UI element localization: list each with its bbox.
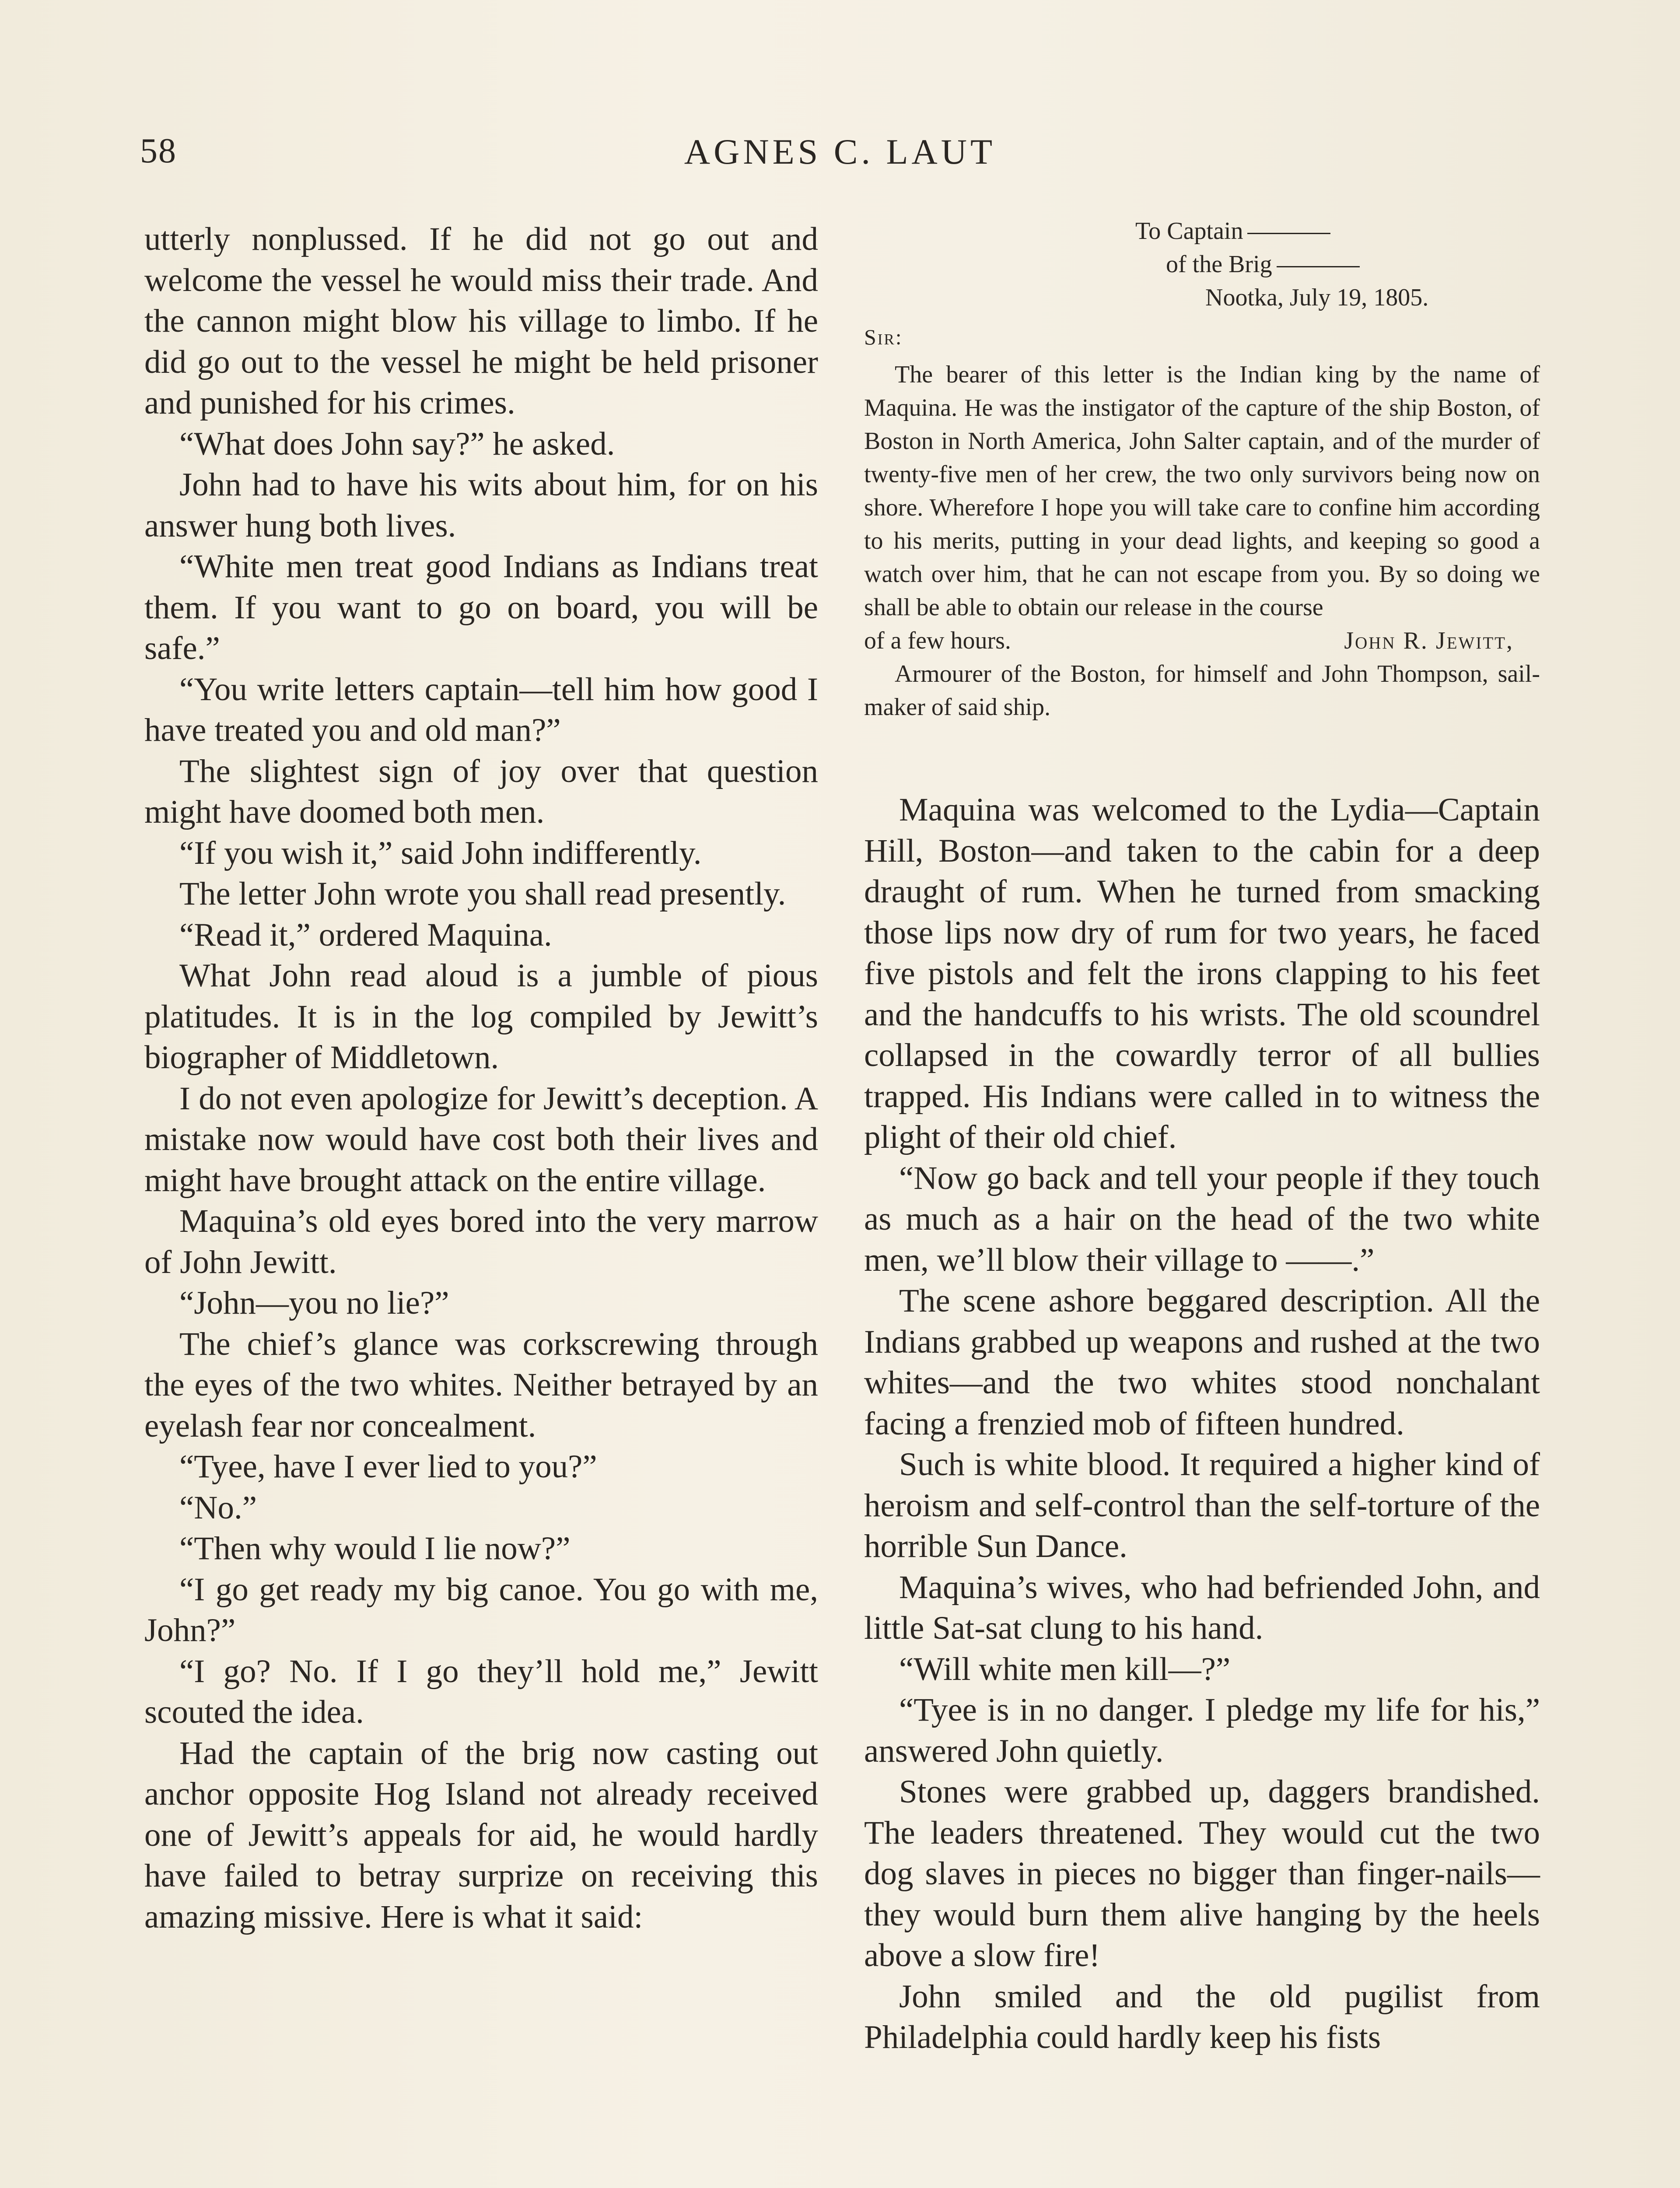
- letter-address-captain-text: To Captain: [1135, 217, 1243, 245]
- letter-body: The bearer of this letter is the Indian king by the name of Maquina. He was the instigator of the capture of the ship Boston, of Boston in North America, John Salter captain, and of the murder of twenty-five men of her crew, the two only survivors being now on shore. Wherefore I hope you will take care to confine him according to his merits, putting in your dead lights, and keeping so good a watch over him, that he can not escape from you. By so doing we shall be able to obtain our release in the course: [864, 361, 1540, 621]
- right-column: [864, 214, 1540, 2058]
- paragraph: utterly nonplussed. If he did not go out and welcome the vessel he would miss their trade. And the cannon might blow his village to limbo. If he did go out to the vessel he might be held prisoner and punished for his crimes.: [144, 221, 818, 421]
- letter-address-captain: [864, 214, 1540, 248]
- paragraph: “Will white men kill—?”: [899, 1651, 1231, 1687]
- quoted-letter: [864, 214, 1540, 724]
- paragraph: Such is white blood. It required a higher kind of heroism and self-control than the self-torture of the horrible Sun Dance.: [864, 1446, 1540, 1564]
- paragraph: Maquina’s wives, who had befriended John, and little Sat-sat clung to his hand.: [864, 1569, 1540, 1646]
- running-head: AGNES C. LAUT: [684, 132, 996, 172]
- paragraph: “Tyee is in no danger. I pledge my life for his,” answered John quietly.: [864, 1692, 1540, 1769]
- paragraph: “I go? No. If I go they’ll hold me,” Jewitt scouted the idea.: [144, 1653, 818, 1730]
- paragraph: “If you wish it,” said John indifferently.: [179, 835, 702, 871]
- paragraph: “Read it,” ordered Maquina.: [179, 916, 552, 953]
- paragraph: Stones were grabbed up, daggers brandished. The leaders threatened. They would cut the two dog slaves in pieces no bigger than finger-nails—they would burn them alive hanging by the heels above a slow fire!: [864, 1774, 1540, 1974]
- paragraph: “Then why would I lie now?”: [179, 1530, 570, 1567]
- letter-signature-note: Armourer of the Boston, for himself and John Thompson, sail-maker of said ship.: [864, 660, 1540, 721]
- blank-rule: [1247, 233, 1330, 234]
- paragraph: Had the captain of the brig now casting out anchor opposite Hog Island not already received one of Jewitt’s appeals for aid, he would hardly have failed to betray surprize on receiving this amazing missive. Here is what it said:: [144, 1735, 818, 1935]
- letter-signature: John R. Jewitt,: [1344, 627, 1514, 654]
- paragraph: The letter John wrote you shall read presently.: [179, 876, 786, 912]
- paragraph: Maquina’s old eyes bored into the very marrow of John Jewitt.: [144, 1203, 818, 1280]
- paragraph: I do not even apologize for Jewitt’s deception. A mistake now would have cost both their lives and might have brought attack on the entire village.: [144, 1080, 818, 1199]
- paragraph: “Now go back and tell your people if they touch as much as a hair on the head of the two white men, we’ll blow their village to ——.”: [864, 1160, 1540, 1278]
- blank-rule: [1277, 266, 1360, 267]
- left-column: [144, 219, 818, 1937]
- paragraph: “What does John say?” he asked.: [179, 425, 615, 462]
- letter-salutation: Sir:: [864, 325, 903, 349]
- page-header: [140, 131, 1540, 179]
- letter-date: Nootka, July 19, 1805.: [1205, 284, 1429, 311]
- paragraph: “You write letters captain—tell him how good I have treated you and old man?”: [144, 671, 818, 748]
- paragraph: “I go get ready my big canoe. You go with me, John?”: [144, 1571, 818, 1648]
- letter-closing-text: of a few hours.: [864, 627, 1011, 654]
- paragraph: John smiled and the old pugilist from Philadelphia could hardly keep his fists: [864, 1978, 1540, 2055]
- paragraph: John had to have his wits about him, for on his answer hung both lives.: [144, 466, 818, 544]
- paragraph: What John read aloud is a jumble of pious platitudes. It is in the log compiled by Jewitt’s biographer of Middletown.: [144, 957, 818, 1076]
- paragraph: “White men treat good Indians as Indians treat them. If you want to go on board, you will be safe.”: [144, 548, 818, 666]
- paragraph: “No.”: [179, 1489, 257, 1526]
- letter-closing: [864, 624, 1540, 657]
- paragraph: “John—you no lie?”: [179, 1285, 449, 1321]
- letter-address-brig-text: of the Brig: [1166, 251, 1272, 278]
- paragraph: The chief’s glance was corkscrewing through the eyes of the two whites. Neither betrayed by an eyelash fear nor concealment.: [144, 1325, 818, 1444]
- paragraph: “Tyee, have I ever lied to you?”: [179, 1448, 597, 1485]
- paragraph: Maquina was welcomed to the Lydia—Captain Hill, Boston—and taken to the cabin for a deep draught of rum. When he turned from smacking those lips now dry of rum for two years, he faced five pistols and felt the irons clapping to his feet and the handcuffs to his wrists. The old scoundrel collapsed in the cowardly terror of all bullies trapped. His Indians were called in to witness the plight of their old chief.: [864, 792, 1540, 1155]
- page-number: 58: [140, 132, 177, 170]
- paragraph: The scene ashore beggared description. All the Indians grabbed up weapons and rushed at the two whites—and the two whites stood nonchalant facing a frenzied mob of fifteen hundred.: [864, 1283, 1540, 1442]
- letter-address-brig: [864, 248, 1540, 281]
- paragraph: The slightest sign of joy over that question might have doomed both men.: [144, 753, 818, 830]
